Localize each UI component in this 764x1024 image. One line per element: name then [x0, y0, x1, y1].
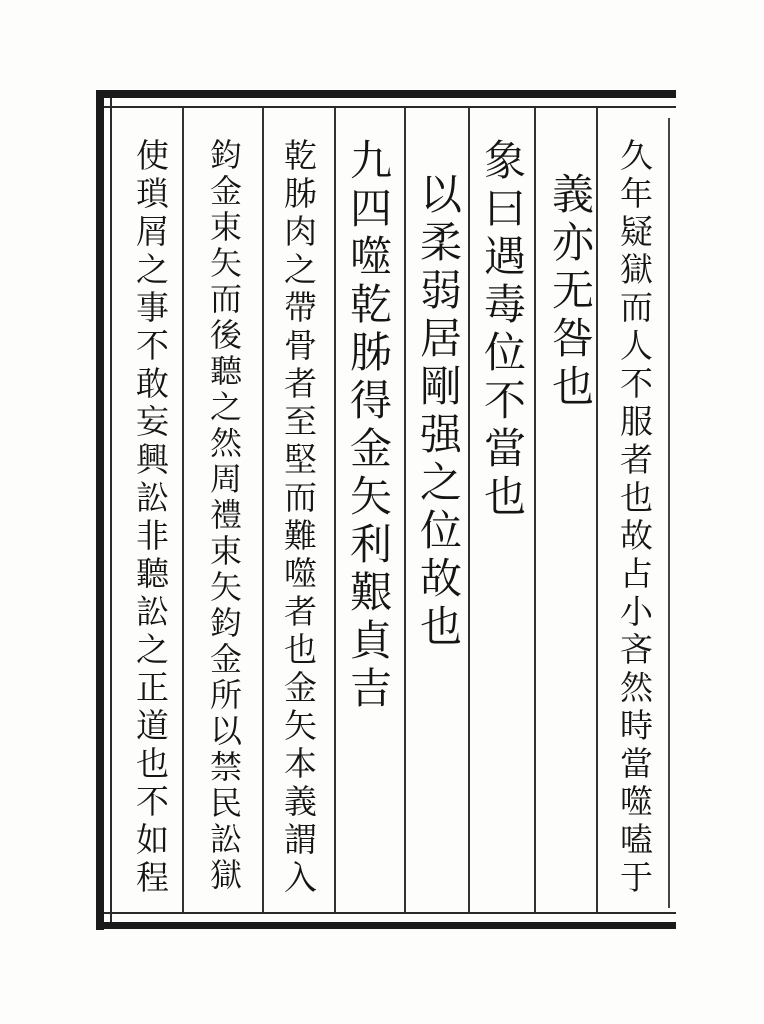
column-divider [534, 108, 536, 912]
text-column-2: 義亦无咎也 [546, 172, 595, 412]
text-column-1: 久年疑獄而人不服者也故占小吝然時當噬嗑于 [615, 138, 654, 898]
text-column-7: 鈞金束矢而後聽之然周禮束矢鈞金所以禁民訟獄 [205, 138, 243, 894]
text-column-5: 九四噬乾胏得金矢利艱貞吉 [344, 138, 393, 714]
column-divider [334, 108, 336, 912]
text-column-3: 象曰遇毒位不當也 [478, 138, 527, 522]
frame-left-border [96, 90, 104, 930]
column-divider [262, 108, 264, 912]
frame-left-inner-border [110, 98, 112, 922]
column-divider [596, 108, 598, 912]
fold-edge-line [668, 118, 670, 908]
column-divider [404, 108, 406, 912]
text-column-4: 以柔弱居剛强之位故也 [414, 172, 463, 652]
column-divider [182, 108, 184, 912]
frame-bottom-border [96, 922, 676, 929]
text-column-8: 使瑣屑之事不敢妄興訟非聽訟之正道也不如程 [131, 138, 170, 898]
column-divider [468, 108, 470, 912]
frame-top-inner-border [104, 106, 676, 108]
frame-top-border [96, 90, 676, 98]
text-column-6: 乾胏肉之帶骨者至堅而難噬者也金矢本義謂入 [279, 138, 318, 898]
frame-bottom-inner-border [104, 912, 676, 914]
